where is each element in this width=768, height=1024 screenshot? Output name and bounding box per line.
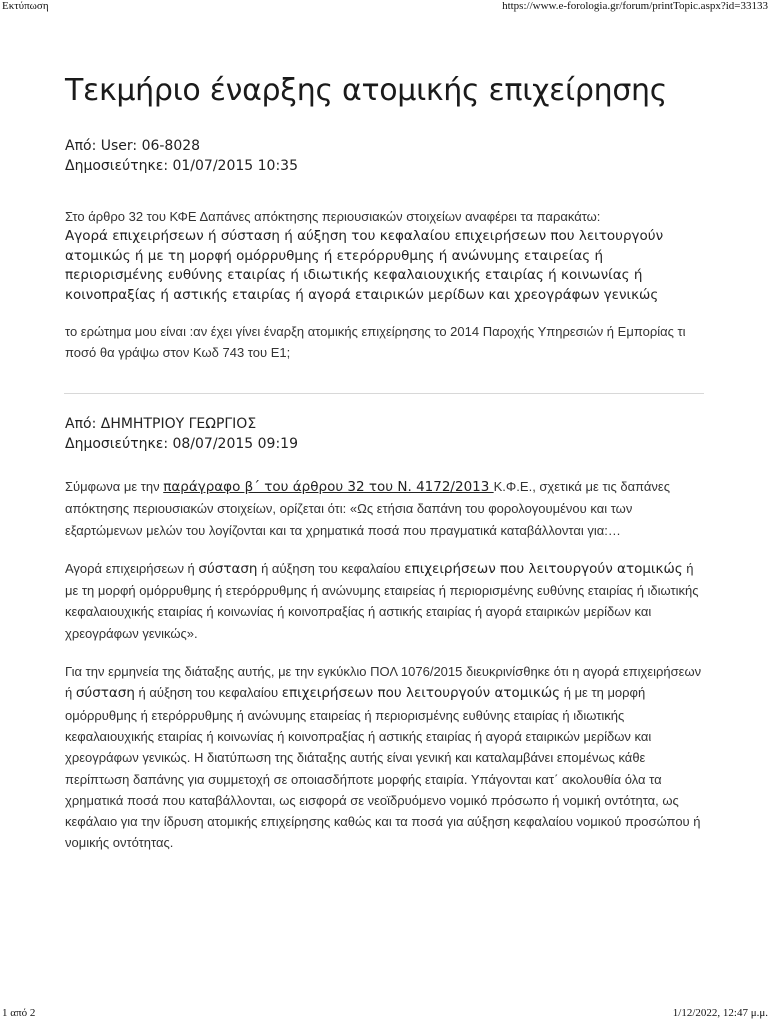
reply-text: Αγορά επιχειρήσεων ή xyxy=(65,560,199,576)
reply-text: Για την ερμηνεία της διάταξης αυτής, με την εγκύκλιο ΠΟΛ 1076/2015 διευκρινίσθηκε ότι η αγορά επιχειρήσεων ή xyxy=(65,664,702,701)
reply-text: ή αύξηση του κεφαλαίου xyxy=(257,560,405,576)
page-count: 1 από 2 xyxy=(2,1007,36,1019)
law-reference-link[interactable]: παράγραφο β΄ του άρθρου 32 του Ν. 4172/2013 xyxy=(163,479,494,495)
document-content xyxy=(65,72,705,871)
post-divider xyxy=(64,393,704,394)
post-meta xyxy=(65,414,705,454)
post-intro: Στο άρθρο 32 του ΚΦΕ Δαπάνες απόκτησης περιουσιακών στοιχείων αναφέρει τα παρακάτω: xyxy=(65,209,601,224)
reply-text: Σύμφωνα με την xyxy=(65,479,164,494)
reply-text: ή με τη μορφή ομόρρυθμης ή ετερόρρυθμης ή ανώνυμης εταιρείας ή περιορισμένης ευθύνης εταιρίας ή ιδιωτικής κεφαλαιουχικής εταιρίας ή κοινωνίας ή κοινοπραξίας ή αστικής εταιρίας ή αγορά εταιρικών μερίδων και χρεογράφων γενικώς». xyxy=(65,560,699,641)
print-timestamp: 1/12/2022, 12:47 μ.μ. xyxy=(672,1007,768,1019)
post-2 xyxy=(65,414,705,854)
post-author: Από: ΔΗΜΗΤΡΙΟΥ ΓΕΩΡΓΙΟΣ xyxy=(65,416,257,432)
page-title: Τεκμήριο έναρξης ατομικής επιχείρησης xyxy=(65,73,668,108)
reply-text: ή αύξηση του κεφαλαίου xyxy=(134,685,282,701)
reply-text-emphasis: σύσταση xyxy=(75,685,135,702)
reply-paragraph-2 xyxy=(65,558,705,644)
post-author: Από: User: 06-8028 xyxy=(65,138,201,154)
post-1 xyxy=(65,136,705,363)
post-date: Δημοσιεύτηκε: 08/07/2015 09:19 xyxy=(65,436,298,452)
reply-paragraph-1 xyxy=(65,476,705,541)
post-date: Δημοσιεύτηκε: 01/07/2015 10:35 xyxy=(65,158,298,174)
print-header-url: https://www.e-forologia.gr/forum/printTopic.aspx?id=33133 xyxy=(502,0,768,12)
post-quote: Αγορά επιχειρήσεων ή σύσταση ή αύξηση του κεφαλαίου επιχειρήσεων που λειτουργούν ατομικώς ή με τη μορφή ομόρρυθμης ή ετερόρρυθμης ή ανώνυμης εταιρείας ή περιορισμένης ευθύνης εταιρίας ή ιδιωτικής κεφαλαιουχικής εταιρίας ή κοινωνίας ή κοινοπραξίας ή αστικής εταιρίας ή αγορά εταιρικών μερίδων και χρεογράφων γενικώς xyxy=(65,228,664,303)
reply-text-emphasis: σύσταση xyxy=(198,560,258,577)
post-question: το ερώτημα μου είναι :αν έχει γίνει έναρξη ατομικής επιχείρησης το 2014 Παροχής Υπηρεσιών ή Εμπορίας τι ποσό θα γράψω στον Κωδ 743 του Ε1; xyxy=(65,324,686,360)
print-footer xyxy=(0,1007,768,1021)
reply-text: Κ.Φ.Ε., σχετικά με τις δαπάνες απόκτησης περιουσιακών στοιχείων, ορίζεται ότι: «Ως ετήσια δαπάνη του φορολογουμένου και των εξαρτώμενων μελών του λογίζονται και τα χρηματικά ποσά που πραγματικά καταβάλλονται για:… xyxy=(65,479,670,538)
reply-paragraph-3 xyxy=(65,661,705,854)
print-header xyxy=(0,0,768,14)
reply-text-emphasis: επιχειρήσεων που λειτουργούν ατομικώς xyxy=(404,560,683,577)
post-meta xyxy=(65,136,705,176)
reply-text: ή με τη μορφή ομόρρυθμης ή ετερόρρυθμης ή ανώνυμης εταιρείας ή περιορισμένης ευθύνης εταιρίας ή ιδιωτικής κεφαλαιουχικής εταιρίας ή κοινωνίας ή κοινοπραξίας ή αστικής εταιρίας ή αγορά εταιρικών μερίδων και χρεογράφων γενικώς. Η διατύπωση της διάταξης αυτής είναι γενική και καταλαμβάνει επομένως κάθε περίπτωση δαπάνης για συμμετοχή σε οποιασδήποτε μορφής εταιρία. Υπάγονται κατ΄ ακολουθία όλα τα χρηματικά ποσά που καταβάλλονται, ως εισφορά σε νεοϊδρυόμενο νομικό πρόσωπο ή νομική οντότητα, ως κεφάλαιο για την ίδρυση ατομικής επιχείρησης καθώς και τα ποσά για αύξηση κεφαλαίου νομικού προσώπου ή νομικής οντότητας. xyxy=(65,685,701,851)
print-header-title: Εκτύπωση xyxy=(2,0,49,12)
reply-text-emphasis: επιχειρήσεων που λειτουργούν ατομικώς xyxy=(281,685,561,702)
